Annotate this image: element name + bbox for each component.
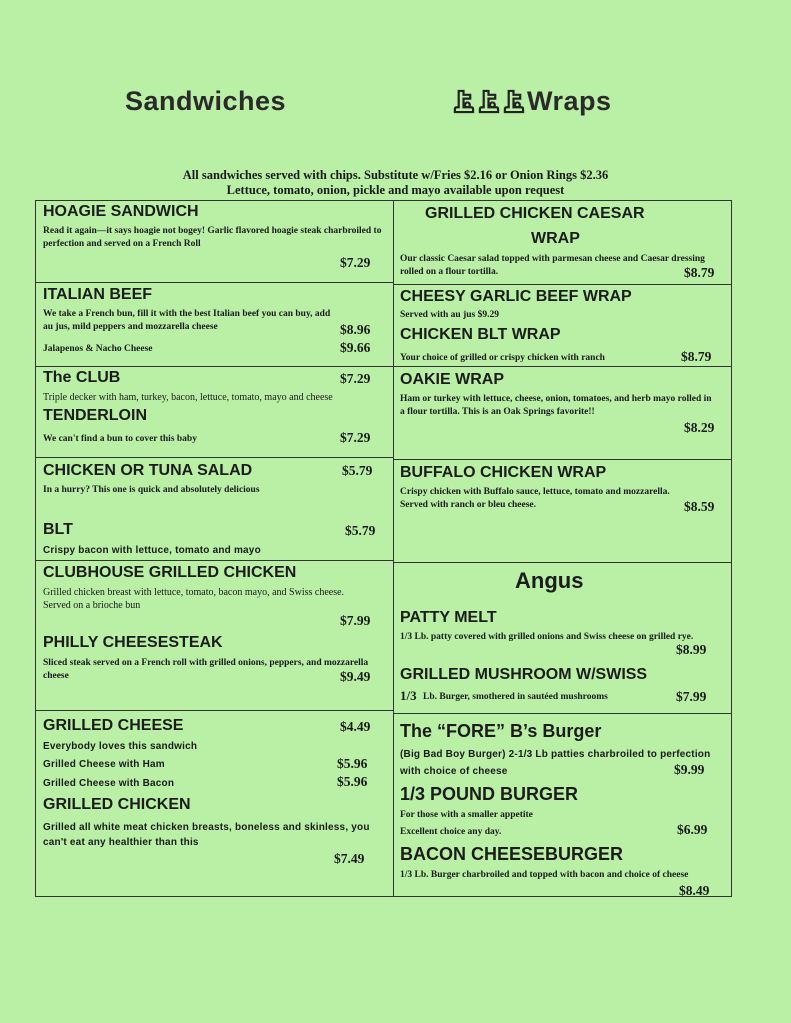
item-description: Sliced steak served on a French roll with grilled onions, peppers, and mozzarella cheese <box>43 658 369 681</box>
item-description: Served with au jus $9.29 <box>400 310 499 320</box>
item-price: $5.79 <box>342 463 373 478</box>
item-name: GRILLED CHICKEN CAESAR <box>425 205 645 222</box>
item-description: Ham or turkey with lettuce, cheese, onion, tomatoes, and herb mayo rolled in a flour tortilla. This is an Oak Springs favorite!! <box>400 394 712 417</box>
row-divider <box>393 459 732 460</box>
item-name: CHEESY GARLIC BEEF WRAP <box>400 288 632 305</box>
row-divider <box>35 282 394 283</box>
item-description: Grilled all white meat chicken breasts, boneless and skinless, you can't eat any healthier than this <box>43 822 370 848</box>
subtitle-chips: All sandwiches served with chips. Substitute w/Fries $2.16 or Onion Rings $2.36 <box>182 168 609 182</box>
item-description: Triple decker with ham, turkey, bacon, lettuce, tomato, mayo and cheese <box>43 392 333 403</box>
row-divider <box>35 710 394 711</box>
item-name: GRILLED CHICKEN <box>43 796 191 813</box>
item-name: BUFFALO CHICKEN WRAP <box>400 464 607 481</box>
item-price: $8.29 <box>684 420 715 435</box>
item-description: Excellent choice any day. <box>400 827 502 837</box>
item-price: $7.29 <box>340 371 371 386</box>
item-description: For those with a smaller appetite <box>400 810 533 820</box>
item-name: CHICKEN OR TUNA SALAD <box>43 462 253 479</box>
item-description: We can't find a bun to cover this baby <box>43 434 197 444</box>
item-name: The “FORE” B’s Burger <box>400 721 602 741</box>
item-name: HOAGIE SANDWICH <box>43 203 199 220</box>
item-name: ITALIAN BEEF <box>43 286 153 303</box>
item-price: $8.59 <box>684 499 715 514</box>
item-description: Crispy bacon with lettuce, tomato and mayo <box>43 545 261 556</box>
item-name: OAKIE WRAP <box>400 371 504 388</box>
golf-icon <box>477 89 500 114</box>
item-name: CLUBHOUSE GRILLED CHICKEN <box>43 564 297 581</box>
row-divider <box>35 560 394 561</box>
item-description: Grilled chicken breast with lettuce, tomato, bacon mayo, and Swiss cheese. Served on a brioche bun <box>43 587 345 611</box>
item-price: $6.99 <box>677 822 708 837</box>
item-name: PATTY MELT <box>400 609 497 626</box>
item-option: Grilled Cheese with Bacon <box>43 778 175 789</box>
row-divider <box>393 713 732 714</box>
item-name: TENDERLOIN <box>43 407 147 424</box>
item-price: $8.79 <box>684 265 715 280</box>
item-name: GRILLED MUSHROOM W/SWISS <box>400 666 648 683</box>
item-description-lead: 1/3 <box>400 688 417 703</box>
item-price: $7.29 <box>340 255 371 270</box>
item-description: In a hurry? This one is quick and absolutely delicious <box>43 485 260 495</box>
item-option: Jalapenos & Nacho Cheese <box>43 344 153 354</box>
item-description: Crispy chicken with Buffalo sauce, lettuce, tomato and mozzarella. Served with ranch or bleu cheese. <box>400 487 670 510</box>
item-name: BLT <box>43 521 73 538</box>
item-description: (Big Bad Boy Burger) 2-1/3 Lb patties charbroiled to perfection with choice of cheese <box>400 749 711 777</box>
item-price: $8.49 <box>679 883 710 898</box>
golf-icon <box>502 89 525 114</box>
item-description: Read it again—it says hoagie not bogey! Garlic flavored hoagie steak charbroiled to perfection and served on a French Roll <box>43 226 382 249</box>
item-description: We take a French bun, fill it with the best Italian beef you can buy, add au jus, mild peppers and mozzarella cheese <box>43 309 331 332</box>
golf-icon <box>452 89 475 114</box>
wraps-title: Wraps <box>527 86 612 116</box>
item-price: $5.96 <box>337 756 368 771</box>
item-price: $4.49 <box>340 719 371 734</box>
row-divider <box>35 457 394 458</box>
item-price: $8.96 <box>340 322 371 337</box>
item-name: GRILLED CHEESE <box>43 717 184 734</box>
item-price: $9.49 <box>340 669 371 684</box>
item-description: Lb. Burger, smothered in sautéed mushrooms <box>423 692 608 702</box>
item-name: The CLUB <box>43 369 121 386</box>
row-divider <box>393 562 732 563</box>
item-price: $7.99 <box>340 613 371 628</box>
item-price: $5.79 <box>345 523 376 538</box>
item-description: 1/3 Lb. patty covered with grilled onions and Swiss cheese on grilled rye. <box>400 632 694 642</box>
item-price: $7.29 <box>340 430 371 445</box>
item-price: $8.99 <box>676 642 707 657</box>
item-price: $8.79 <box>681 349 712 364</box>
item-name: BACON CHEESEBURGER <box>400 844 624 864</box>
item-price: $7.49 <box>334 851 365 866</box>
item-option: Grilled Cheese with Ham <box>43 759 165 770</box>
item-description: Our classic Caesar salad topped with parmesan cheese and Caesar dressing rolled on a flour tortilla. <box>400 254 705 277</box>
item-price: $5.96 <box>337 774 368 789</box>
row-divider <box>393 366 732 367</box>
angus-section-title: Angus <box>515 568 584 593</box>
item-name: CHICKEN BLT WRAP <box>400 326 561 343</box>
wraps-title-group <box>452 86 612 117</box>
sandwiches-title: Sandwiches <box>125 86 287 116</box>
item-name: PHILLY CHEESESTEAK <box>43 634 223 651</box>
item-name: 1/3 POUND BURGER <box>400 784 579 804</box>
column-divider <box>393 200 394 897</box>
item-name: WRAP <box>531 230 580 247</box>
item-description: 1/3 Lb. Burger charbroiled and topped with bacon and choice of cheese <box>400 870 689 880</box>
row-divider <box>393 284 732 285</box>
item-description: Everybody loves this sandwich <box>43 741 198 752</box>
item-description: Your choice of grilled or crispy chicken with ranch <box>400 353 605 363</box>
subtitle-toppings: Lettuce, tomato, onion, pickle and mayo available upon request <box>226 183 565 197</box>
item-price: $7.99 <box>676 689 707 704</box>
item-price: $9.99 <box>674 762 705 777</box>
item-price: $9.66 <box>340 340 371 355</box>
